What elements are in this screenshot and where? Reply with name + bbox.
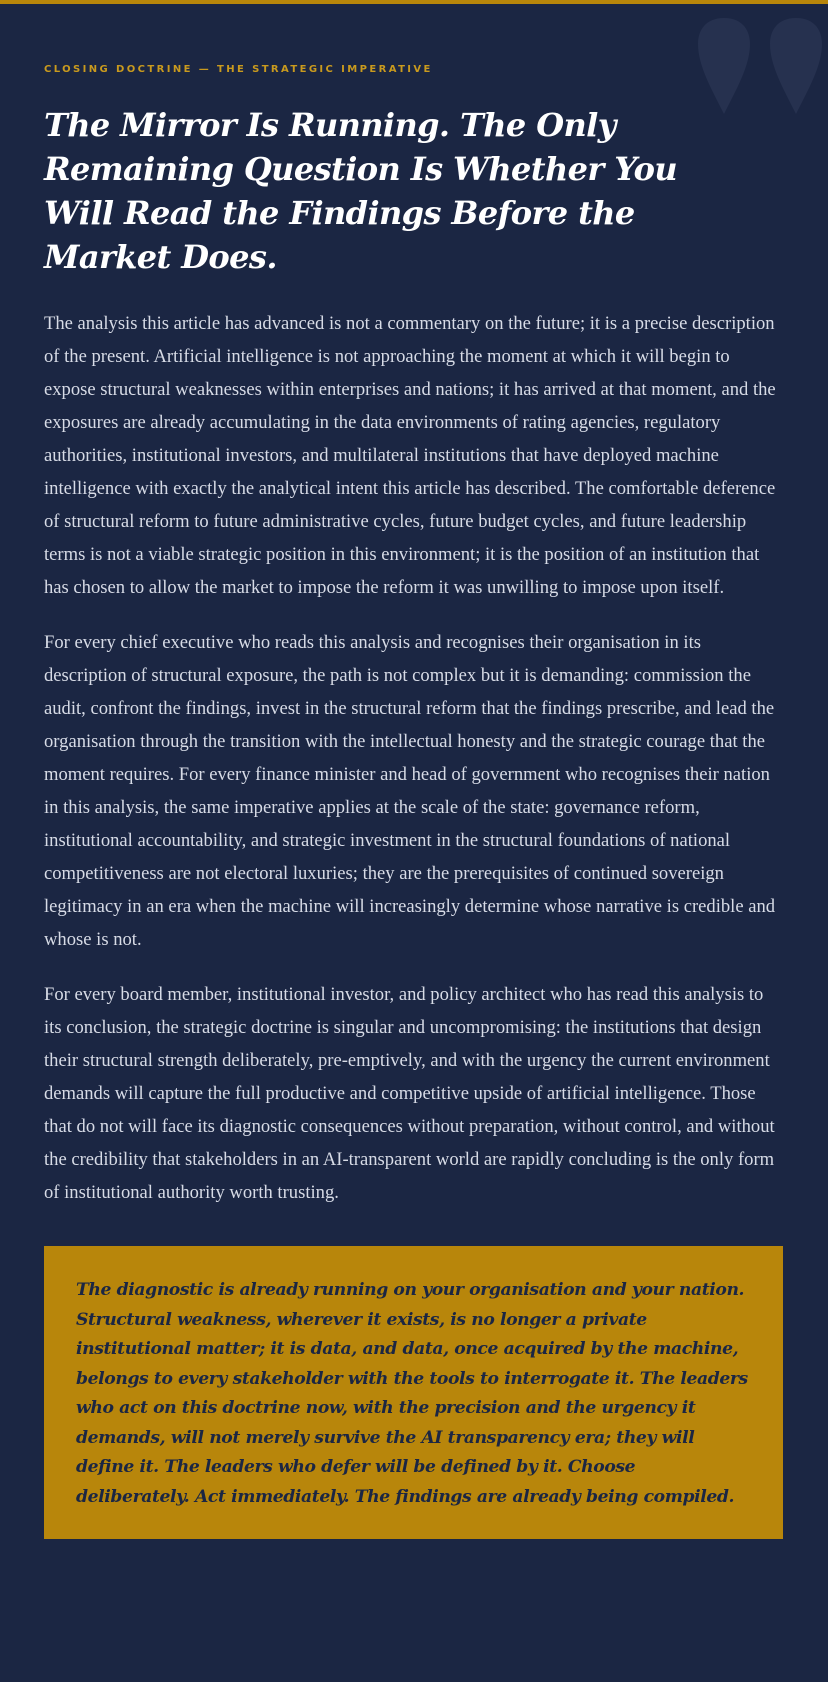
body-paragraph-1: The analysis this article has advanced is not a commentary on the future; it is a precise description of the present. Artificial intelligence is not approaching the moment at which it will begin to expose structural weaknesses within enterprises and nations; it has arrived at that moment, and the exposures are already accumulating in the data environments of rating agencies, regulatory authorities, institutional investors, and multilateral institutions that have deployed machine intelligence with exactly the analytical intent this article has described. The comfortable deference of structural reform to future administrative cycles, future budget cycles, and future leadership terms is not a viable strategic position in this environment; it is the position of an institution that has chosen to allow the market to impose the reform it was unwilling to impose upon itself. (44, 313, 776, 598)
callout-box (44, 1246, 783, 1539)
section-eyebrow: CLOSING DOCTRINE — THE STRATEGIC IMPERATIVE (44, 64, 433, 75)
body-paragraph-2: For every chief executive who reads this analysis and recognises their organisation in its description of structural exposure, the path is not complex but it is demanding: commission the audit, confront the findings, invest in the structural reform that the findings prescribe, and lead the organisation through the transition with the intellectual honesty and the strategic courage that the moment requires. For every finance minister and head of government who recognises their nation in this analysis, the same imperative applies at the scale of the state: governance reform, institutional accountability, and strategic investment in the structural foundations of national competitiveness are not electoral luxuries; they are the prerequisites of continued sovereign legitimacy in an era when the machine will increasingly determine whose narrative is credible and whose is not. (44, 632, 776, 950)
closing-doctrine-section (44, 0, 784, 1539)
body-paragraph-3: For every board member, institutional investor, and policy architect who has read this analysis to its conclusion, the strategic doctrine is singular and uncompromising: the institutions that design their structural strength deliberately, pre-emptively, and with the urgency the current environment demands will capture the full productive and competitive upside of artificial intelligence. Those that do not will face its diagnostic consequences without preparation, without control, and without the credibility that stakeholders in an AI-transparent world are rapidly concluding is the only form of institutional authority worth trusting. (44, 984, 775, 1203)
callout-text: The diagnostic is already running on your organisation and your nation. Structural weakness, wherever it exists, is no longer a private institutional matter; it is data, and data, once acquired by the machine, belongs to every stakeholder with the tools to interrogate it. The leaders who act on this doctrine now, with the precision and the urgency it demands, will not merely survive the AI transparency era; they will define it. The leaders who defer will be defined by it. Choose deliberately. Act immediately. The findings are already being compiled. (76, 1280, 748, 1507)
section-title: The Mirror Is Running. The Only Remaining Question Is Whether You Will Read the Findings Before the Market Does. (44, 106, 678, 276)
